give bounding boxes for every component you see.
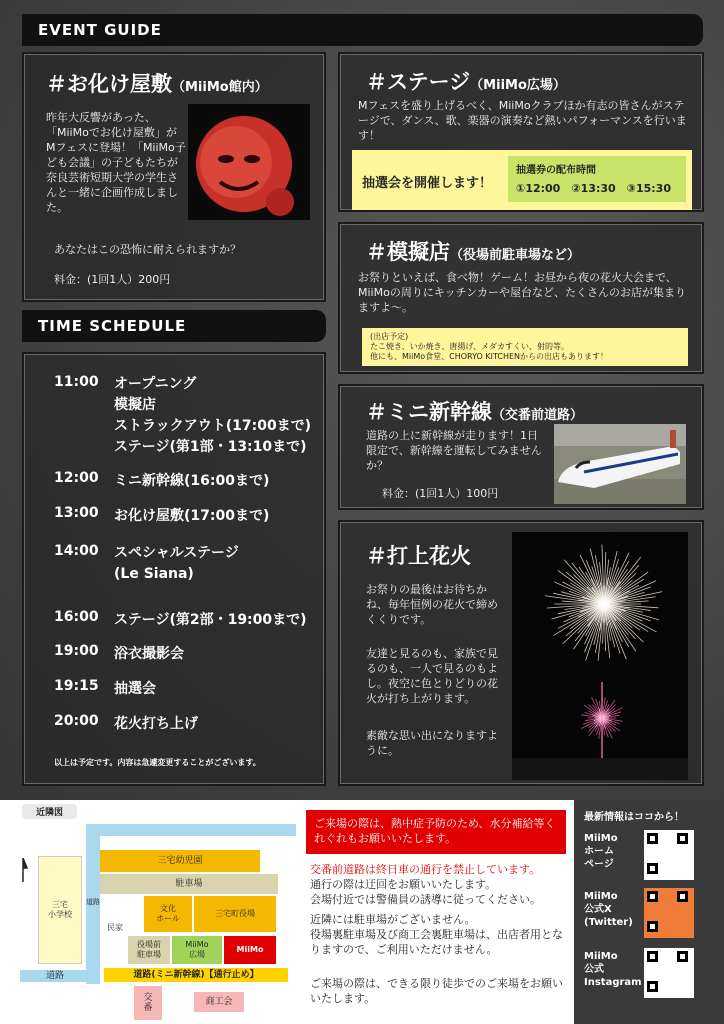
- shinkansen-fee: 料金：(1回1人）100円: [382, 487, 499, 500]
- schedule-desc: 抽選会: [114, 681, 156, 697]
- hanabi-p1: お祭りの最後はお待ちかね、毎年恒例の花火で締めくくりです。: [366, 583, 498, 626]
- lottery-text: 抽選会を開催します！: [362, 176, 493, 191]
- schedule-desc: 花火打ち上げ: [114, 716, 198, 732]
- mogiten-desc: お祭りといえば、食べ物！ゲーム！お昼から夜の花火大会まで、MiiMoの周りにキッチンカーや屋台など、たくさんのお店が集まりますよ〜。: [358, 271, 687, 314]
- map-koban: 交 番: [134, 986, 162, 1020]
- mogiten-location: （役場前駐車場など）: [450, 248, 581, 263]
- map-school: 三宅 小学校: [38, 856, 82, 964]
- qr-corner: [647, 863, 658, 874]
- obake-fee: 料金：(1回1人）200円: [54, 273, 171, 286]
- qr-corner: [647, 981, 658, 992]
- lottery-box: [352, 150, 692, 210]
- shinkansen-image: [554, 424, 686, 504]
- map-minka: 民家: [104, 896, 126, 960]
- schedule-row: [54, 543, 239, 585]
- sns-label: MiiMo ホーム ページ: [584, 833, 618, 870]
- obake-image: [188, 104, 310, 220]
- schedule-desc: ステージ(第2部・19:00まで): [114, 612, 307, 628]
- qr-code-icon[interactable]: [644, 948, 694, 998]
- qr-corner: [677, 951, 688, 962]
- qr-code-icon[interactable]: [644, 830, 694, 880]
- qr-corner: [677, 891, 688, 902]
- shinkansen-panel: [338, 384, 704, 510]
- stage-desc: Mフェスを盛り上げるべく、MiiMoクラブほか有志の皆さんがステージで、ダンス、歌、楽器の演奏など熱いパフォーマンスを行います！: [358, 99, 687, 142]
- schedule-desc: お化け屋敷(17:00まで): [114, 508, 270, 524]
- qr-corner: [677, 833, 688, 844]
- map-miimo: MiiMo: [224, 936, 276, 964]
- obake-desc: 昨年大反響があった、「MiiMoでお化け屋敷」がMフェスに登場！「MiiMo子ども会議」の子どもたちが奈良芸術短期大学の学生さんと一緒に企画作成しました。: [46, 111, 186, 214]
- event-guide-heading: EVENT GUIDE: [22, 14, 703, 46]
- stage-location: （MiiMo広場）: [470, 78, 566, 93]
- obake-title: ＃お化け屋敷（MiiMo館内）: [46, 72, 268, 96]
- map-bunka-hall: 文化 ホール: [144, 896, 192, 932]
- north-arrow-icon: [18, 858, 28, 882]
- time-schedule-heading: TIME SCHEDULE: [22, 310, 326, 342]
- schedule-desc: オープニング 模擬店 ストラックアウト(17:00まで) ステージ(第1部・13:10まで): [114, 376, 312, 455]
- schedule-row: [54, 643, 184, 665]
- stage-title: ＃ステージ（MiiMo広場）: [366, 70, 566, 94]
- ticket-times: ①12:00 ②13:30 ③15:30: [516, 182, 671, 195]
- fireworks-image: [512, 532, 688, 780]
- schedule-row: [54, 374, 311, 458]
- schedule-desc: 浴衣撮影会: [114, 646, 184, 662]
- map-area: [0, 800, 302, 1024]
- ticket-title: 抽選券の配布時間: [516, 165, 596, 176]
- schedule-row: [54, 678, 156, 700]
- schedule-time: 14:00: [54, 543, 99, 559]
- notice-detour: 通行の際は迂回をお願いいたします。 会場付近では警備員の誘導に従ってください。: [310, 878, 541, 906]
- stage-panel: [338, 52, 704, 212]
- lottery-ticket-box: [508, 156, 686, 202]
- notice-road-closed: 交番前道路は終日車の通行を禁止しています。: [310, 863, 541, 876]
- notices-area: [302, 800, 574, 1024]
- schedule-row: [54, 505, 269, 527]
- hanabi-title: ＃打上花火: [366, 544, 471, 568]
- map-road-main: 道路(ミニ新幹線)【通行止め】: [104, 968, 288, 982]
- qr-corner: [647, 891, 658, 902]
- sns-label: MiiMo 公式 Instagram: [584, 951, 642, 988]
- map-nursery: 三宅幼児園: [100, 850, 260, 872]
- mogiten-panel: [338, 222, 704, 374]
- schedule-desc: ミニ新幹線(16:00まで): [114, 473, 270, 489]
- shinkansen-desc: 道路の上に新幹線が走ります！1日限定で、新幹線を運転してみませんか？: [366, 429, 542, 472]
- notice-parking: 近隣には駐車場がございません。 役場裏駐車場及び商工会裏駐車場は、出店者用となりますので、ご利用いただけません。: [310, 913, 563, 956]
- map-yakuba-parking: 役場前 駐車場: [128, 936, 170, 964]
- map-title: 近隣図: [22, 804, 77, 819]
- schedule-time: 12:00: [54, 470, 99, 486]
- schedule-time: 13:00: [54, 505, 99, 521]
- schedule-row: [54, 470, 269, 492]
- schedule-row: [54, 713, 198, 735]
- schedule-time: 11:00: [54, 374, 99, 390]
- map-vertical-road: 道路: [86, 898, 100, 906]
- map-parking: 駐車場: [100, 874, 278, 894]
- map-shokokai: 商工会: [194, 992, 244, 1012]
- obake-panel: [22, 52, 326, 302]
- schedule-note: 以上は予定です。内容は急遽変更することがございます。: [54, 758, 261, 767]
- shinkansen-title: ＃ミニ新幹線（交番前道路）: [366, 400, 584, 424]
- mogiten-note: (出店予定) たこ焼き、いか焼き、唐揚げ、メダカすくい、射的等。 他にも、MiiMo食堂、CHORYO KITCHENからの出店もあります！: [362, 328, 688, 366]
- qr-corner: [647, 951, 658, 962]
- sns-heading: 最新情報はココから！: [584, 812, 684, 823]
- shinkansen-location: （交番前道路）: [492, 408, 584, 423]
- qr-corner: [647, 833, 658, 844]
- schedule-time: 19:15: [54, 678, 99, 694]
- mogiten-title: ＃模擬店（役場前駐車場など）: [366, 240, 581, 264]
- notice-red-box: ご来場の際は、熱中症予防のため、水分補給等くれぐれもお願いいたします。: [306, 810, 566, 854]
- map-miimo-plaza: MiiMo 広場: [172, 936, 222, 964]
- hanabi-p3: 素敵な思い出になりますように。: [366, 729, 498, 757]
- obake-question: あなたはこの恐怖に耐えられますか？: [54, 243, 241, 256]
- obake-location: （MiiMo館内）: [172, 80, 268, 95]
- schedule-row: [54, 609, 307, 631]
- schedule-desc: スペシャルステージ (Le Siana): [114, 545, 239, 582]
- schedule-time: 20:00: [54, 713, 99, 729]
- qr-corner: [647, 921, 658, 932]
- hanabi-p2: 友達と見るのも、家族で見るのも、一人で見るのもよし。夜空に色とりどりの花火が打ち上がります。: [366, 647, 498, 705]
- qr-code-icon[interactable]: [644, 888, 694, 938]
- fireworks-ground: [512, 758, 688, 780]
- map-town-office: 三宅町役場: [194, 896, 276, 932]
- map-road-left: 道路: [45, 971, 64, 981]
- sns-area: [574, 800, 724, 1024]
- sns-label: MiiMo 公式X (Twitter): [584, 891, 633, 928]
- schedule-time: 16:00: [54, 609, 99, 625]
- schedule-time: 19:00: [54, 643, 99, 659]
- notice-walk: ご来場の際は、できる限り徒歩でのご来場をお願いいたします。: [310, 977, 563, 1005]
- hanabi-panel: [338, 520, 704, 786]
